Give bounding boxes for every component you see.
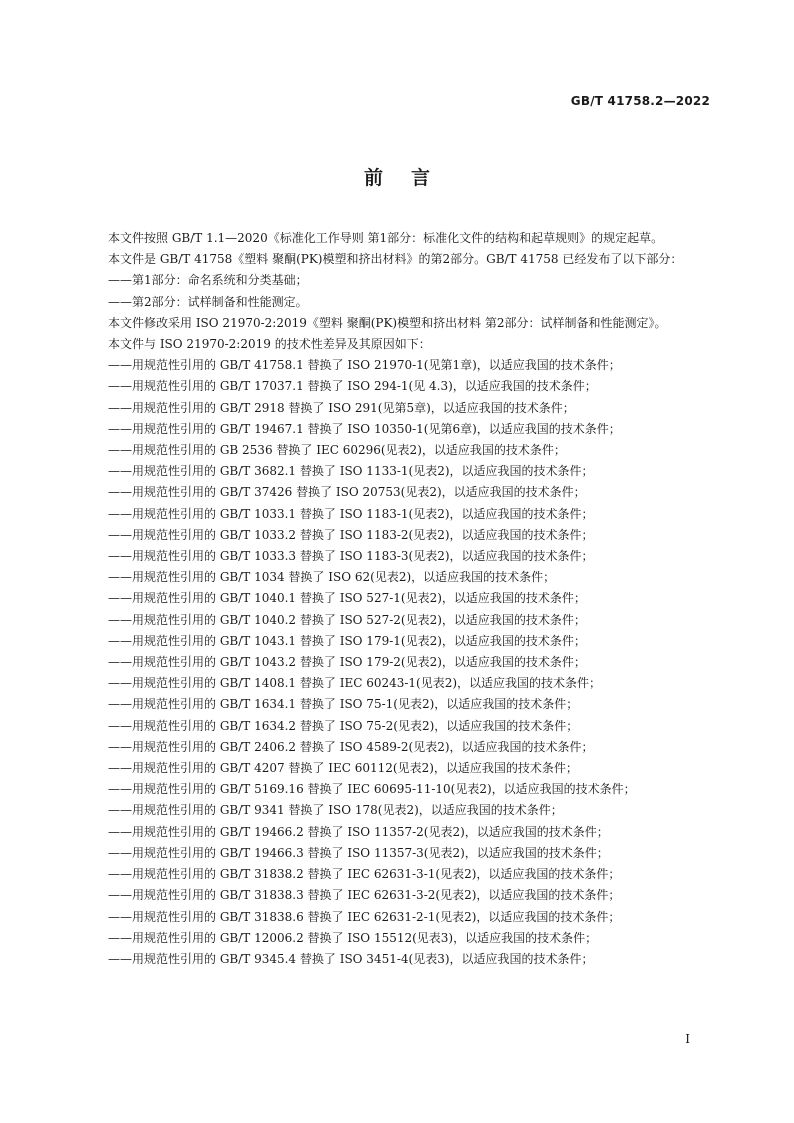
- difference-item: ——用规范性引用的 GB/T 2406.2 替换了 ISO 4589-2(见表2)，以适应我国的技术条件；: [108, 739, 594, 754]
- difference-item: ——用规范性引用的 GB/T 19466.3 替换了 ISO 11357-3(见表2)，以适应我国的技术条件；: [108, 845, 609, 860]
- difference-item: ——用规范性引用的 GB/T 37426 替换了 ISO 20753(见表2)，以适应我国的技术条件；: [108, 485, 586, 500]
- difference-item: ——用规范性引用的 GB/T 1040.1 替换了 ISO 527-1(见表2)，以适应我国的技术条件；: [108, 591, 586, 606]
- adoption-paragraph: 本文件修改采用 ISO 21970-2:2019《塑料 聚酮(PK)模塑和挤出材料 第2部分：试样制备和性能测定》。: [108, 315, 667, 330]
- difference-item: ——用规范性引用的 GB/T 1408.1 替换了 IEC 60243-1(见表2)，以适应我国的技术条件；: [108, 676, 602, 691]
- difference-item: ——用规范性引用的 GB/T 4207 替换了 IEC 60112(见表2)，以适应我国的技术条件；: [108, 761, 578, 776]
- page-title: 前言: [363, 167, 458, 189]
- difference-item: ——用规范性引用的 GB/T 1043.2 替换了 ISO 179-2(见表2)，以适应我国的技术条件；: [108, 655, 586, 670]
- difference-item: ——用规范性引用的 GB/T 31838.6 替换了 IEC 62631-2-1(见表2)，以适应我国的技术条件；: [108, 909, 621, 924]
- page-number: I: [685, 1032, 690, 1046]
- differences-intro: 本文件与 ISO 21970-2:2019 的技术性差异及其原因如下：: [108, 337, 431, 352]
- difference-item: ——用规范性引用的 GB/T 19467.1 替换了 ISO 10350-1(见第6章)，以适应我国的技术条件；: [108, 421, 621, 436]
- standard-number: GB/T 41758.2—2022: [570, 94, 710, 108]
- document-body: [84, 228, 710, 970]
- intro-paragraph: 本文件是 GB/T 41758《塑料 聚酮(PK)模塑和挤出材料》的第2部分。GB/T 41758 已经发布了以下部分：: [108, 252, 683, 267]
- difference-item: ——用规范性引用的 GB/T 17037.1 替换了 ISO 294-1(见 4.3)，以适应我国的技术条件；: [108, 379, 597, 394]
- difference-item: ——用规范性引用的 GB/T 1634.1 替换了 ISO 75-1(见表2)，以适应我国的技术条件；: [108, 697, 579, 712]
- difference-item: ——用规范性引用的 GB/T 9341 替换了 ISO 178(见表2)，以适应我国的技术条件；: [108, 803, 563, 818]
- difference-item: ——用规范性引用的 GB/T 1033.1 替换了 ISO 1183-1(见表2)，以适应我国的技术条件；: [108, 506, 594, 521]
- difference-item: ——用规范性引用的 GB/T 12006.2 替换了 ISO 15512(见表3)，以适应我国的技术条件；: [108, 930, 598, 945]
- difference-item: ——用规范性引用的 GB/T 31838.2 替换了 IEC 62631-3-1(见表2)，以适应我国的技术条件；: [108, 867, 621, 882]
- difference-item: ——用规范性引用的 GB/T 3682.1 替换了 ISO 1133-1(见表2)，以适应我国的技术条件；: [108, 464, 594, 479]
- difference-item: ——用规范性引用的 GB/T 1034 替换了 ISO 62(见表2)，以适应我国的技术条件；: [108, 570, 556, 585]
- difference-item: ——用规范性引用的 GB/T 1040.2 替换了 ISO 527-2(见表2)，以适应我国的技术条件；: [108, 612, 586, 627]
- difference-item: ——用规范性引用的 GB/T 19466.2 替换了 ISO 11357-2(见表2)，以适应我国的技术条件；: [108, 824, 609, 839]
- difference-item: ——用规范性引用的 GB/T 1033.2 替换了 ISO 1183-2(见表2)，以适应我国的技术条件；: [108, 527, 594, 542]
- difference-item: ——用规范性引用的 GB/T 41758.1 替换了 ISO 21970-1(见第1章)，以适应我国的技术条件；: [108, 358, 621, 373]
- parts-list-item: ——第2部分：试样制备和性能测定。: [108, 294, 308, 309]
- difference-item: ——用规范性引用的 GB/T 5169.16 替换了 IEC 60695-11-10(见表2)，以适应我国的技术条件；: [108, 782, 636, 797]
- difference-item: ——用规范性引用的 GB/T 1043.1 替换了 ISO 179-1(见表2)，以适应我国的技术条件；: [108, 633, 586, 648]
- difference-item: ——用规范性引用的 GB/T 2918 替换了 ISO 291(见第5章)，以适应我国的技术条件；: [108, 400, 575, 415]
- parts-list-item: ——第1部分：命名系统和分类基础；: [108, 273, 308, 288]
- differences-list: [84, 355, 710, 970]
- difference-item: ——用规范性引用的 GB/T 9345.4 替换了 ISO 3451-4(见表3)，以适应我国的技术条件；: [108, 951, 594, 966]
- difference-item: ——用规范性引用的 GB 2536 替换了 IEC 60296(见表2)，以适应我国的技术条件；: [108, 443, 566, 458]
- difference-item: ——用规范性引用的 GB/T 31838.3 替换了 IEC 62631-3-2(见表2)，以适应我国的技术条件；: [108, 888, 621, 903]
- intro-paragraph: 本文件按照 GB/T 1.1—2020《标准化工作导则 第1部分：标准化文件的结构和起草规则》的规定起草。: [108, 231, 664, 245]
- difference-item: ——用规范性引用的 GB/T 1634.2 替换了 ISO 75-2(见表2)，以适应我国的技术条件；: [108, 718, 579, 733]
- difference-item: ——用规范性引用的 GB/T 1033.3 替换了 ISO 1183-3(见表2)，以适应我国的技术条件；: [108, 549, 594, 564]
